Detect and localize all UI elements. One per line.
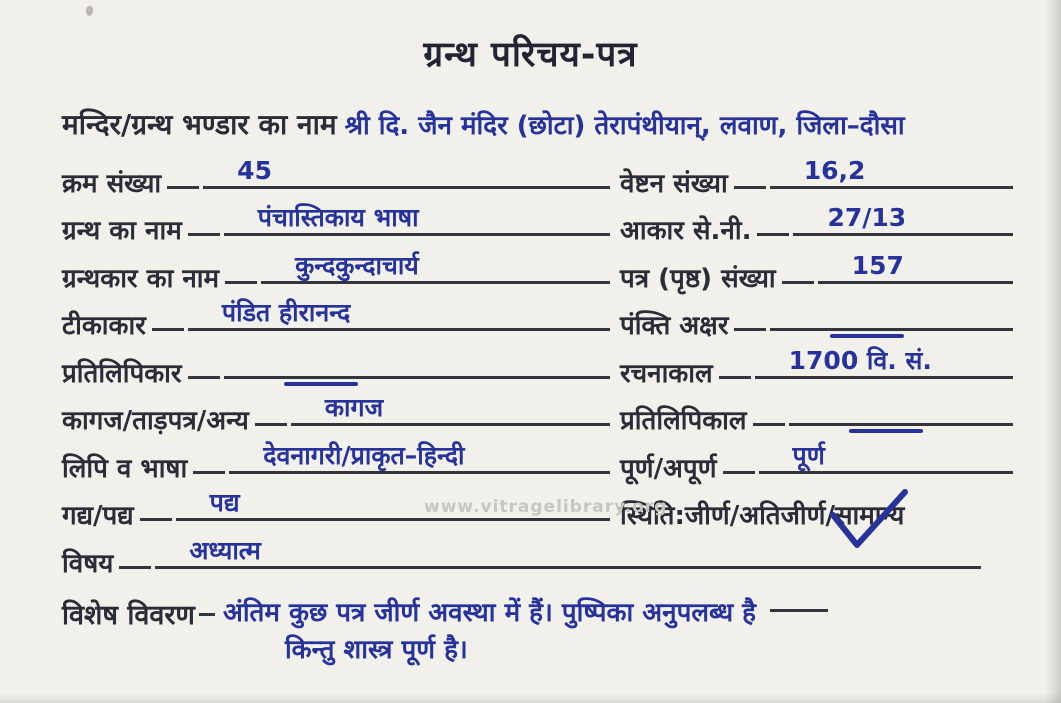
temple-name-label: मन्दिर/ग्रन्थ भण्डार का नाम	[62, 108, 337, 141]
rule-dash	[757, 233, 789, 236]
watermark-text: www.vitragelibrary.org	[424, 497, 668, 517]
rule-line	[224, 203, 610, 236]
rule-line	[818, 251, 1013, 284]
field-label: पूर्ण/अपूर्ण	[620, 453, 717, 484]
rule-line	[224, 346, 610, 379]
page-title: ग्रन्थ परिचय-पत्र	[423, 35, 638, 75]
fields-left-column	[62, 155, 610, 535]
handwritten-dash	[830, 334, 904, 338]
field-row-page-count	[620, 250, 1013, 298]
scan-edge-bottom	[0, 693, 1061, 703]
field-row-paper-type	[62, 393, 610, 441]
field-row-copy-date	[620, 393, 1013, 441]
rule-line	[770, 298, 1013, 331]
special-note-line2: किन्तु शास्त्र पूर्ण है।	[284, 635, 468, 666]
field-row-complete-incomplete	[620, 440, 1013, 488]
field-row-size-cm	[620, 203, 1013, 251]
field-row-script-language	[62, 440, 610, 488]
rule-dash	[188, 376, 220, 379]
rule-line	[755, 346, 1013, 379]
field-value: 157	[851, 250, 904, 280]
rule-dash	[152, 328, 184, 331]
field-value: 45	[237, 155, 272, 185]
field-row-lines-letters	[620, 298, 1013, 346]
scan-edge-right	[1045, 0, 1061, 703]
field-value: 16,2	[803, 155, 866, 185]
rule-line	[789, 393, 1013, 426]
handwritten-dash	[849, 429, 923, 433]
rule-line-fragment	[770, 609, 828, 612]
rule-dash	[782, 281, 814, 284]
field-row-bundle-number	[620, 155, 1013, 203]
field-row-author-name	[62, 250, 610, 298]
fields-right-column	[620, 155, 1013, 535]
field-label: आकार से.नी.	[620, 216, 752, 246]
rule-dash	[119, 566, 151, 569]
special-note-label: विशेष विवरण	[62, 599, 195, 631]
field-label: गद्य/पद्य	[62, 501, 134, 531]
field-label: कागज/ताड़पत्र/अन्य	[62, 406, 249, 436]
rule-dash	[255, 423, 287, 426]
field-value: अध्यात्म	[189, 535, 261, 565]
field-row-commentator	[62, 298, 610, 346]
rule-dash	[723, 471, 755, 474]
field-label: क्रम संख्या	[62, 168, 162, 199]
temple-name-row	[0, 77, 1061, 143]
field-label: रचनाकाल	[620, 358, 713, 389]
fields-grid	[0, 143, 1061, 535]
field-value: पंचास्तिकाय भाषा	[257, 203, 419, 232]
field-value: 1700 वि. सं.	[788, 345, 932, 375]
handwritten-dash	[284, 382, 358, 386]
field-label: प्रतिलिपिकाल	[620, 406, 747, 436]
rule-dash	[199, 613, 215, 616]
field-row-serial-number	[62, 155, 610, 203]
field-label: ग्रन्थकार का नाम	[62, 263, 220, 294]
rule-line	[229, 441, 610, 474]
rule-dash	[193, 471, 225, 474]
rule-dash	[188, 233, 220, 236]
rule-line	[203, 156, 610, 189]
field-label: पंक्ति अक्षर	[620, 311, 729, 341]
field-value: पद्य	[209, 488, 240, 517]
special-note-line1: अंतिम कुछ पत्र जीर्ण अवस्था में हैं। पुष्पिका अनुपलब्ध है	[222, 597, 756, 628]
field-value: पंडित हीरानन्द	[221, 298, 351, 327]
field-label: लिपि व भाषा	[62, 453, 188, 484]
condition-checked-option	[835, 503, 904, 535]
field-label: स्थिति:जीर्ण/अतिजीर्ण/	[620, 501, 835, 531]
field-value: पूर्ण	[792, 440, 825, 470]
rule-dash	[225, 281, 257, 284]
rule-dash	[734, 328, 766, 331]
rule-dash	[719, 376, 751, 379]
rule-dash	[734, 186, 766, 189]
special-note-row	[0, 583, 1061, 670]
rule-dash	[140, 518, 172, 521]
field-row-book-name	[62, 203, 610, 251]
field-label: विषय	[62, 548, 114, 579]
field-value: कुन्दकुन्दाचार्य	[295, 250, 419, 280]
field-row-condition	[620, 488, 1013, 536]
field-label: वेष्टन संख्या	[620, 168, 728, 199]
rule-line	[261, 251, 610, 284]
field-value: 27/13	[827, 203, 907, 232]
field-row-subject	[0, 535, 1061, 583]
temple-name-value: श्री दि. जैन मंदिर (छोटा) तेरापंथीयान्, लवाण, जिला–दौसा	[344, 111, 905, 141]
rule-line	[155, 536, 981, 569]
checked-option-label: सामान्य	[834, 501, 905, 531]
rule-dash	[753, 423, 785, 426]
rule-dash	[167, 186, 199, 189]
rule-line	[770, 156, 1013, 189]
field-label: टीकाकार	[62, 311, 146, 341]
field-label: ग्रन्थ का नाम	[62, 216, 182, 246]
field-row-copyist	[62, 345, 610, 393]
special-note-body	[223, 595, 756, 670]
field-label: पत्र (पृष्ठ) संख्या	[620, 263, 776, 294]
field-row-composition-date	[620, 345, 1013, 393]
field-label: प्रतिलिपिकार	[62, 358, 182, 389]
field-value: देवनागरी/प्राकृत–हिन्दी	[263, 440, 465, 470]
rule-line	[793, 203, 1013, 236]
rule-line	[291, 393, 610, 426]
rule-line	[188, 298, 610, 331]
scan-speck	[86, 6, 93, 16]
field-value: कागज	[324, 393, 384, 422]
rule-line	[759, 441, 1014, 474]
